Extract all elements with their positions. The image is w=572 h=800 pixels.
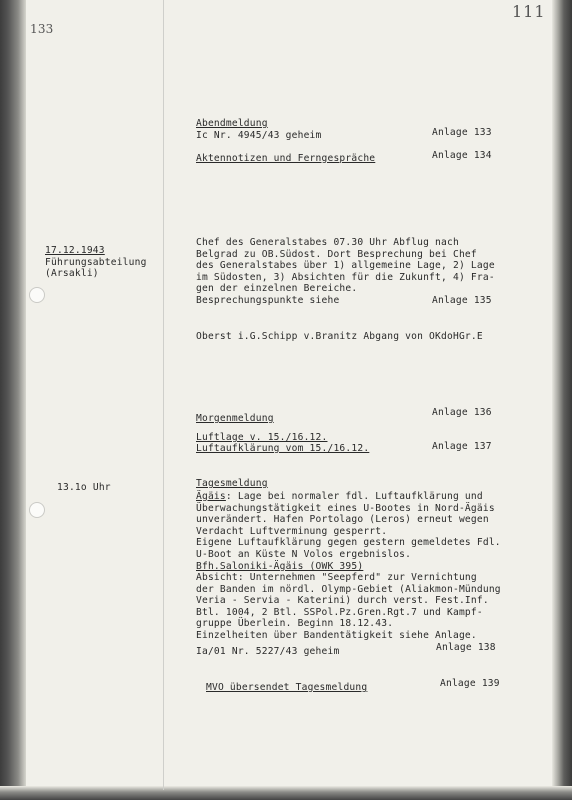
anlage-138: Anlage 138	[436, 642, 496, 653]
anlage-137: Anlage 137	[432, 441, 492, 452]
aegaeis-text: : Lage bei normaler fdl. Luftaufklärung und Überwachungstätigkeit eines U-Bootes in Nord-Ägäis unverändert. Hafen Portolago (Leros) erneut wegen Verdacht Luftverminung gesperrt. Eigene Luftaufklärung gegen gestern gemeldetes Fdl. U-Boot an Küste N Volos ergebnislos.	[196, 491, 501, 560]
folio-number: 111	[512, 2, 546, 21]
anlage-135: Anlage 135	[432, 295, 492, 306]
tagesmeldung-heading: Tagesmeldung	[196, 478, 268, 489]
unit-name: Führungsabteilung	[45, 257, 147, 268]
scan-left-border	[0, 0, 26, 800]
aktennotizen-heading: Aktennotizen und Ferngespräche	[196, 153, 376, 164]
luftaufklaerung-line: Luftaufklärung vom 15./16.12.	[196, 443, 370, 454]
oberst-line: Oberst i.G.Schipp v.Branitz Abgang von OKdoHGr.E	[196, 331, 483, 342]
morgenmeldung-heading: Morgenmeldung	[196, 413, 274, 424]
anlage-139: Anlage 139	[440, 678, 500, 689]
punch-hole	[29, 502, 45, 518]
aegaeis-label: Ägäis	[196, 491, 226, 502]
page-number: 133	[30, 22, 54, 36]
ic-reference: Ic Nr. 4945/43 geheim	[196, 130, 322, 141]
scan-right-border	[552, 0, 572, 800]
anlage-136: Anlage 136	[432, 407, 492, 418]
anlage-133: Anlage 133	[432, 127, 492, 138]
luftlage-line: Luftlage v. 15./16.12.	[196, 432, 328, 443]
margin-fold-line	[163, 0, 164, 790]
anlage-134: Anlage 134	[432, 150, 492, 161]
bfh-paragraph: Absicht: Unternehmen "Seepferd" zur Vernichtung der Banden im nördl. Olymp-Gebiet (Aliakmon-Mündung Veria - Servia - Katerini) durch verst. Fest.Inf. Btl. 1004, 2 Btl. SSPol.Pz.Gren.Rgt.7 und Kampf- gruppe Überlein. Beginn 18.12.43. Einzelheiten über Bandentätigkeit siehe Anlage.	[196, 572, 501, 641]
unit-location: (Arsakli)	[45, 268, 99, 279]
chef-paragraph: Chef des Generalstabes 07.30 Uhr Abflug nach Belgrad zu OB.Südost. Dort Besprechung bei Chef des Generalstabes über 1) allgemeine Lage, 2) Lage im Südosten, 3) Absichten für die Zukunft, 4) Fra- gen der einzelnen Bereiche. Besprechungspunkte siehe	[196, 237, 495, 306]
abendmeldung-heading: Abendmeldung	[196, 118, 268, 129]
scan-bottom-border	[0, 786, 572, 800]
ia-reference: Ia/01 Nr. 5227/43 geheim	[196, 646, 340, 657]
entry-time: 13.1o Uhr	[57, 482, 111, 493]
aegaeis-paragraph	[196, 491, 501, 561]
entry-date: 17.12.1943	[45, 245, 105, 256]
mvo-line: MVO übersendet Tagesmeldung	[206, 682, 368, 693]
bfh-heading: Bfh.Saloniki-Ägäis (OWK 395)	[196, 561, 364, 572]
punch-hole	[29, 287, 45, 303]
